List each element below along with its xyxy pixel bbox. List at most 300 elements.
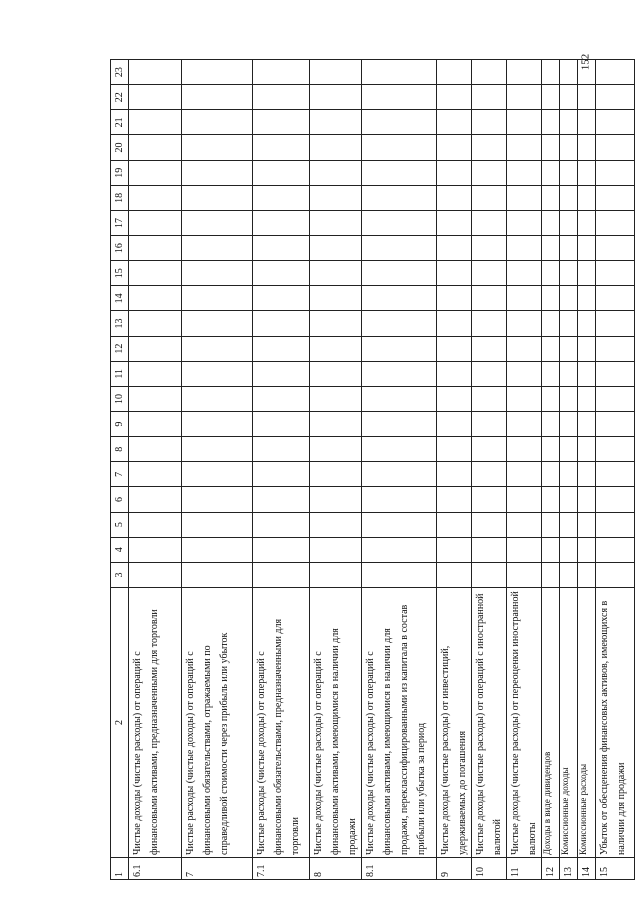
header-cell: 13 xyxy=(111,311,129,336)
empty-cell xyxy=(129,135,182,160)
header-cell: 6 xyxy=(111,487,129,512)
empty-cell xyxy=(437,60,472,85)
empty-cell xyxy=(560,236,578,261)
empty-cell xyxy=(596,236,635,261)
empty-cell xyxy=(578,361,596,386)
empty-cell xyxy=(437,537,472,562)
empty-cell xyxy=(437,412,472,437)
page-number: 152 xyxy=(579,53,592,71)
table-row xyxy=(310,60,362,880)
empty-cell xyxy=(542,311,560,336)
empty-cell xyxy=(253,261,310,286)
empty-cell xyxy=(596,185,635,210)
empty-cell xyxy=(542,185,560,210)
empty-cell xyxy=(507,85,542,110)
empty-cell xyxy=(362,336,437,361)
empty-cell xyxy=(253,562,310,587)
empty-cell xyxy=(362,85,437,110)
row-label: Чистые доходы (чистые расходы) от операций с финансовыми активами, имеющимися в наличии для продажи, переклассифицированными из капитала в состав прибыли или убытка за период xyxy=(362,588,437,858)
empty-cell xyxy=(129,286,182,311)
empty-cell xyxy=(472,236,507,261)
empty-cell xyxy=(596,537,635,562)
empty-cell xyxy=(437,85,472,110)
table-row xyxy=(542,60,560,880)
table-row xyxy=(507,60,542,880)
empty-cell xyxy=(560,361,578,386)
empty-cell xyxy=(253,336,310,361)
empty-cell xyxy=(560,437,578,462)
header-cell: 16 xyxy=(111,236,129,261)
empty-cell xyxy=(542,236,560,261)
empty-cell xyxy=(560,261,578,286)
empty-cell xyxy=(182,236,253,261)
empty-cell xyxy=(578,386,596,411)
empty-cell xyxy=(129,412,182,437)
empty-cell xyxy=(560,110,578,135)
empty-cell xyxy=(578,185,596,210)
empty-cell xyxy=(253,60,310,85)
empty-cell xyxy=(310,336,362,361)
empty-cell xyxy=(596,60,635,85)
empty-cell xyxy=(253,462,310,487)
empty-cell xyxy=(472,462,507,487)
header-cell: 19 xyxy=(111,160,129,185)
empty-cell xyxy=(542,210,560,235)
row-number: 9 xyxy=(437,858,472,880)
row-label: Чистые расходы (чистые доходы) от операций с финансовыми обязательствами, отражаемыми по справедливой стоимости через прибыль или убыток xyxy=(182,588,253,858)
empty-cell xyxy=(253,236,310,261)
empty-cell xyxy=(507,311,542,336)
empty-cell xyxy=(560,512,578,537)
empty-cell xyxy=(507,261,542,286)
empty-cell xyxy=(578,160,596,185)
empty-cell xyxy=(253,437,310,462)
row-number: 7 xyxy=(182,858,253,880)
row-number: 14 xyxy=(578,858,596,880)
empty-cell xyxy=(472,562,507,587)
row-number: 12 xyxy=(542,858,560,880)
empty-cell xyxy=(472,386,507,411)
empty-cell xyxy=(560,60,578,85)
row-label: Чистые доходы (чистые расходы) от операций с финансовыми активами, предназначенными для торговли xyxy=(129,588,182,858)
empty-cell xyxy=(253,386,310,411)
empty-cell xyxy=(362,537,437,562)
empty-cell xyxy=(362,512,437,537)
empty-cell xyxy=(578,286,596,311)
row-number: 8 xyxy=(310,858,362,880)
empty-cell xyxy=(362,412,437,437)
empty-cell xyxy=(596,135,635,160)
financial-table xyxy=(110,59,635,880)
empty-cell xyxy=(507,60,542,85)
empty-cell xyxy=(362,361,437,386)
empty-cell xyxy=(542,85,560,110)
empty-cell xyxy=(472,336,507,361)
row-label: Комиссионные расходы xyxy=(578,588,596,858)
empty-cell xyxy=(560,386,578,411)
empty-cell xyxy=(182,210,253,235)
empty-cell xyxy=(472,311,507,336)
empty-cell xyxy=(437,487,472,512)
empty-cell xyxy=(437,185,472,210)
empty-cell xyxy=(362,286,437,311)
empty-cell xyxy=(129,185,182,210)
empty-cell xyxy=(560,286,578,311)
empty-cell xyxy=(560,462,578,487)
empty-cell xyxy=(253,412,310,437)
row-label: Доходы в виде дивидендов xyxy=(542,588,560,858)
empty-cell xyxy=(542,60,560,85)
empty-cell xyxy=(578,236,596,261)
empty-cell xyxy=(253,537,310,562)
empty-cell xyxy=(596,311,635,336)
empty-cell xyxy=(596,361,635,386)
header-cell: 20 xyxy=(111,135,129,160)
empty-cell xyxy=(437,361,472,386)
table-row xyxy=(253,60,310,880)
empty-cell xyxy=(596,462,635,487)
empty-cell xyxy=(182,562,253,587)
table-row xyxy=(362,60,437,880)
empty-cell xyxy=(507,185,542,210)
header-cell: 4 xyxy=(111,537,129,562)
empty-cell xyxy=(182,512,253,537)
empty-cell xyxy=(182,261,253,286)
empty-cell xyxy=(437,286,472,311)
empty-cell xyxy=(596,336,635,361)
empty-cell xyxy=(362,185,437,210)
empty-cell xyxy=(578,512,596,537)
row-number: 15 xyxy=(596,858,635,880)
empty-cell xyxy=(507,412,542,437)
header-cell: 7 xyxy=(111,462,129,487)
empty-cell xyxy=(362,135,437,160)
empty-cell xyxy=(472,110,507,135)
empty-cell xyxy=(472,412,507,437)
empty-cell xyxy=(182,437,253,462)
empty-cell xyxy=(182,386,253,411)
empty-cell xyxy=(542,286,560,311)
header-cell: 22 xyxy=(111,85,129,110)
empty-cell xyxy=(472,437,507,462)
row-label: Убыток от обесценения финансовых активов, имеющихся в наличии для продажи xyxy=(596,588,635,858)
empty-cell xyxy=(507,336,542,361)
empty-cell xyxy=(129,512,182,537)
row-label: Чистые доходы (чистые расходы) от переоценки иностранной валюты xyxy=(507,588,542,858)
empty-cell xyxy=(507,386,542,411)
empty-cell xyxy=(182,537,253,562)
empty-cell xyxy=(472,537,507,562)
row-label: Чистые расходы (чистые доходы) от операций с финансовыми обязательствами, предназначенными для торговли xyxy=(253,588,310,858)
empty-cell xyxy=(182,160,253,185)
row-label: Чистые доходы (чистые расходы) от операций с иностранной валютой xyxy=(472,588,507,858)
empty-cell xyxy=(578,60,596,85)
empty-cell xyxy=(507,210,542,235)
empty-cell xyxy=(472,85,507,110)
empty-cell xyxy=(182,412,253,437)
empty-cell xyxy=(310,462,362,487)
empty-cell xyxy=(129,537,182,562)
empty-cell xyxy=(310,60,362,85)
empty-cell xyxy=(362,487,437,512)
empty-cell xyxy=(596,512,635,537)
header-cell: 23 xyxy=(111,60,129,85)
empty-cell xyxy=(362,210,437,235)
empty-cell xyxy=(542,386,560,411)
empty-cell xyxy=(507,512,542,537)
empty-cell xyxy=(253,85,310,110)
table-row xyxy=(578,60,596,880)
empty-cell xyxy=(472,487,507,512)
empty-cell xyxy=(507,160,542,185)
empty-cell xyxy=(578,487,596,512)
empty-cell xyxy=(253,512,310,537)
empty-cell xyxy=(542,512,560,537)
empty-cell xyxy=(253,361,310,386)
empty-cell xyxy=(362,311,437,336)
empty-cell xyxy=(560,562,578,587)
empty-cell xyxy=(507,286,542,311)
empty-cell xyxy=(129,160,182,185)
empty-cell xyxy=(129,487,182,512)
empty-cell xyxy=(362,386,437,411)
empty-cell xyxy=(182,286,253,311)
row-label: Комиссионные доходы xyxy=(560,588,578,858)
empty-cell xyxy=(253,185,310,210)
empty-cell xyxy=(578,261,596,286)
empty-cell xyxy=(578,135,596,160)
header-cell: 11 xyxy=(111,361,129,386)
empty-cell xyxy=(542,462,560,487)
empty-cell xyxy=(596,562,635,587)
empty-cell xyxy=(437,562,472,587)
empty-cell xyxy=(182,85,253,110)
empty-cell xyxy=(362,462,437,487)
empty-cell xyxy=(310,412,362,437)
empty-cell xyxy=(542,412,560,437)
empty-cell xyxy=(560,185,578,210)
empty-cell xyxy=(129,85,182,110)
header-cell: 15 xyxy=(111,261,129,286)
empty-cell xyxy=(560,336,578,361)
empty-cell xyxy=(310,160,362,185)
row-number: 10 xyxy=(472,858,507,880)
empty-cell xyxy=(437,135,472,160)
empty-cell xyxy=(310,311,362,336)
empty-cell xyxy=(542,537,560,562)
empty-cell xyxy=(362,562,437,587)
header-cell: 3 xyxy=(111,562,129,587)
empty-cell xyxy=(507,562,542,587)
empty-cell xyxy=(596,85,635,110)
empty-cell xyxy=(472,261,507,286)
empty-cell xyxy=(253,210,310,235)
empty-cell xyxy=(560,412,578,437)
header-cell: 2 xyxy=(111,588,129,858)
empty-cell xyxy=(129,437,182,462)
empty-cell xyxy=(596,487,635,512)
empty-cell xyxy=(578,562,596,587)
row-label: Чистые доходы (чистые расходы) от операций с финансовыми активами, имеющимися в наличии для продажи xyxy=(310,588,362,858)
table-row xyxy=(472,60,507,880)
empty-cell xyxy=(362,110,437,135)
empty-cell xyxy=(182,110,253,135)
empty-cell xyxy=(362,160,437,185)
empty-cell xyxy=(129,386,182,411)
empty-cell xyxy=(507,135,542,160)
empty-cell xyxy=(578,85,596,110)
empty-cell xyxy=(129,462,182,487)
empty-cell xyxy=(129,236,182,261)
empty-cell xyxy=(253,311,310,336)
empty-cell xyxy=(253,135,310,160)
row-number: 8.1 xyxy=(362,858,437,880)
empty-cell xyxy=(507,110,542,135)
empty-cell xyxy=(578,110,596,135)
empty-cell xyxy=(310,437,362,462)
empty-cell xyxy=(129,60,182,85)
empty-cell xyxy=(437,462,472,487)
header-cell: 1 xyxy=(111,858,129,880)
empty-cell xyxy=(596,286,635,311)
empty-cell xyxy=(560,160,578,185)
empty-cell xyxy=(437,236,472,261)
empty-cell xyxy=(542,336,560,361)
header-cell: 18 xyxy=(111,185,129,210)
empty-cell xyxy=(253,160,310,185)
empty-cell xyxy=(596,386,635,411)
empty-cell xyxy=(437,160,472,185)
empty-cell xyxy=(129,562,182,587)
empty-cell xyxy=(578,462,596,487)
table-row xyxy=(437,60,472,880)
empty-cell xyxy=(472,210,507,235)
empty-cell xyxy=(507,236,542,261)
empty-cell xyxy=(542,562,560,587)
table-row xyxy=(129,60,182,880)
empty-cell xyxy=(437,261,472,286)
empty-cell xyxy=(362,261,437,286)
header-row xyxy=(111,60,129,880)
empty-cell xyxy=(129,361,182,386)
empty-cell xyxy=(310,236,362,261)
empty-cell xyxy=(507,487,542,512)
header-cell: 9 xyxy=(111,412,129,437)
empty-cell xyxy=(310,210,362,235)
empty-cell xyxy=(596,261,635,286)
empty-cell xyxy=(182,462,253,487)
empty-cell xyxy=(560,487,578,512)
empty-cell xyxy=(472,286,507,311)
header-cell: 12 xyxy=(111,336,129,361)
empty-cell xyxy=(507,361,542,386)
empty-cell xyxy=(560,537,578,562)
empty-cell xyxy=(578,311,596,336)
empty-cell xyxy=(310,135,362,160)
empty-cell xyxy=(560,85,578,110)
empty-cell xyxy=(542,160,560,185)
empty-cell xyxy=(472,160,507,185)
empty-cell xyxy=(542,110,560,135)
empty-cell xyxy=(596,160,635,185)
empty-cell xyxy=(310,512,362,537)
empty-cell xyxy=(129,336,182,361)
empty-cell xyxy=(542,135,560,160)
empty-cell xyxy=(578,437,596,462)
empty-cell xyxy=(310,562,362,587)
table-row xyxy=(596,60,635,880)
empty-cell xyxy=(310,537,362,562)
empty-cell xyxy=(182,135,253,160)
empty-cell xyxy=(472,185,507,210)
empty-cell xyxy=(507,462,542,487)
empty-cell xyxy=(437,512,472,537)
empty-cell xyxy=(472,135,507,160)
empty-cell xyxy=(596,437,635,462)
row-number: 11 xyxy=(507,858,542,880)
empty-cell xyxy=(182,336,253,361)
table-row xyxy=(182,60,253,880)
empty-cell xyxy=(542,437,560,462)
empty-cell xyxy=(310,386,362,411)
header-cell: 21 xyxy=(111,110,129,135)
empty-cell xyxy=(182,361,253,386)
empty-cell xyxy=(310,185,362,210)
empty-cell xyxy=(560,135,578,160)
empty-cell xyxy=(507,537,542,562)
empty-cell xyxy=(578,210,596,235)
row-number: 6.1 xyxy=(129,858,182,880)
empty-cell xyxy=(437,210,472,235)
empty-cell xyxy=(542,487,560,512)
empty-cell xyxy=(472,60,507,85)
empty-cell xyxy=(578,537,596,562)
empty-cell xyxy=(310,286,362,311)
empty-cell xyxy=(542,361,560,386)
empty-cell xyxy=(578,412,596,437)
empty-cell xyxy=(437,336,472,361)
empty-cell xyxy=(129,210,182,235)
empty-cell xyxy=(437,110,472,135)
empty-cell xyxy=(362,437,437,462)
empty-cell xyxy=(596,210,635,235)
empty-cell xyxy=(129,261,182,286)
empty-cell xyxy=(182,185,253,210)
empty-cell xyxy=(310,261,362,286)
empty-cell xyxy=(596,110,635,135)
empty-cell xyxy=(253,286,310,311)
empty-cell xyxy=(310,85,362,110)
empty-cell xyxy=(578,336,596,361)
empty-cell xyxy=(437,386,472,411)
empty-cell xyxy=(182,311,253,336)
empty-cell xyxy=(542,261,560,286)
header-cell: 14 xyxy=(111,286,129,311)
header-cell: 8 xyxy=(111,437,129,462)
empty-cell xyxy=(437,437,472,462)
empty-cell xyxy=(310,110,362,135)
empty-cell xyxy=(310,487,362,512)
empty-cell xyxy=(472,361,507,386)
empty-cell xyxy=(362,236,437,261)
row-number: 7.1 xyxy=(253,858,310,880)
empty-cell xyxy=(253,110,310,135)
row-label: Чистые доходы (чистые расходы) от инвестиций, удерживаемых до погашения xyxy=(437,588,472,858)
row-number: 13 xyxy=(560,858,578,880)
empty-cell xyxy=(437,311,472,336)
empty-cell xyxy=(129,110,182,135)
empty-cell xyxy=(182,487,253,512)
